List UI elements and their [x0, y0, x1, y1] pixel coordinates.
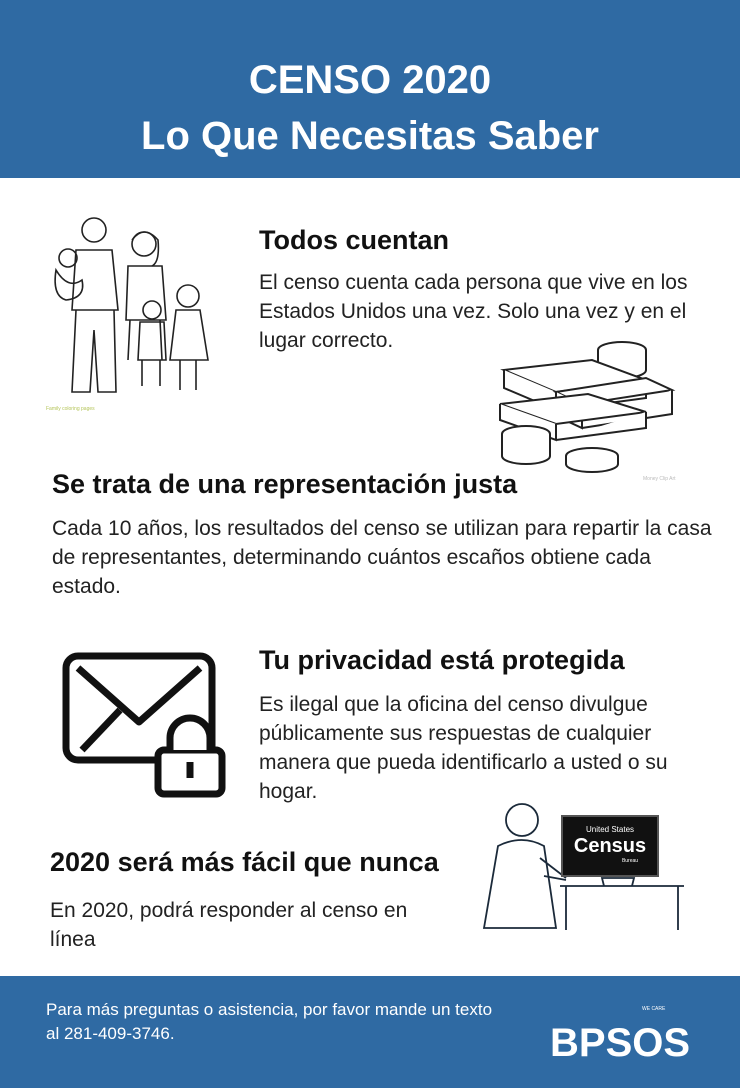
logo-tagline: WE CARE — [642, 1006, 666, 1012]
money-illustration — [496, 340, 680, 476]
header-banner — [0, 0, 740, 178]
section-fair-representation — [52, 468, 712, 601]
section-body: Es ilegal que la oficina del censo divulgue públicamente sus respuestas de cualquier manera que pueda identificarlo a usted o su hogar. — [259, 693, 668, 803]
footer-contact-text: Para más preguntas o asistencia, por favor mande un texto al 281-409-3746. — [46, 1000, 493, 1043]
page-title: CENSO 2020 — [248, 58, 492, 102]
section-everyone-counts — [259, 224, 719, 355]
section-heading: Se trata de una representación justa — [52, 469, 518, 499]
family-illustration — [46, 210, 216, 410]
screen-text-3: Bureau — [621, 858, 639, 864]
section-body: En 2020, podrá responder al censo en línea — [50, 899, 408, 951]
section-body: Cada 10 años, los resultados del censo se utilizan para repartir la casa de representantes, determinando cuántos escaños obtiene cada estado. — [52, 517, 712, 598]
screen-text-2: Census — [573, 835, 647, 857]
section-heading: Todos cuentan — [259, 225, 450, 255]
section-easier-than-ever — [50, 846, 470, 954]
section-heading: Tu privacidad está protegida — [259, 645, 625, 675]
section-privacy — [259, 644, 719, 806]
census-computer-illustration — [474, 798, 688, 932]
section-body: El censo cuenta cada persona que vive en los Estados Unidos una vez. Solo una vez y en el lugar correcto. — [259, 271, 688, 352]
envelope-lock-icon — [60, 650, 230, 800]
money-credit: Money Clip Art — [643, 476, 676, 482]
logo-text: BPSOS — [550, 1021, 691, 1064]
bpsos-logo — [550, 1000, 710, 1064]
screen-text-1: United States — [585, 825, 635, 834]
family-credit: Family coloring pages — [46, 406, 95, 412]
page-subtitle: Lo Que Necesitas Saber — [141, 114, 599, 158]
footer-banner — [0, 976, 740, 1088]
section-heading: 2020 será más fácil que nunca — [50, 847, 439, 877]
